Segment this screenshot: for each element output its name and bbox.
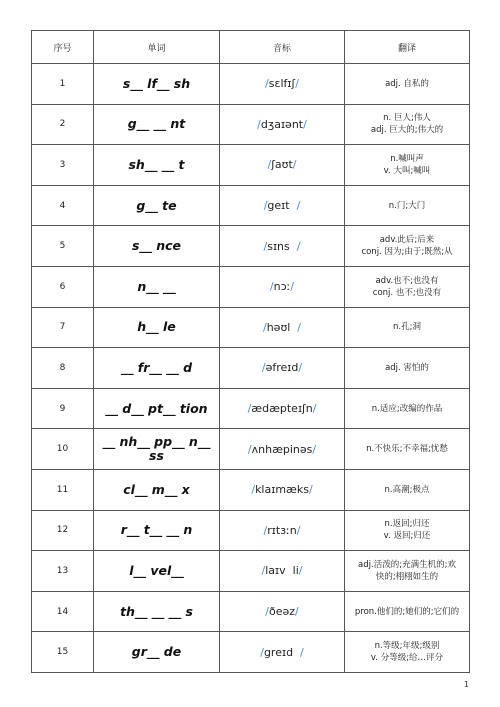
row-number: 9	[32, 388, 94, 429]
translation-line: adj. 害怕的	[385, 362, 429, 373]
word-blank: gr__ de	[94, 632, 220, 673]
phonetic-cell	[220, 632, 345, 673]
translation-cell	[345, 104, 470, 145]
table-row	[32, 510, 470, 551]
slash-left: /	[260, 645, 264, 659]
phonetic-cell	[220, 388, 345, 429]
slash-right: /	[312, 402, 317, 416]
phonetic-text: ðeəz	[268, 605, 296, 619]
word-blank: s__ nce	[94, 226, 220, 267]
table-row	[32, 104, 470, 145]
translation-cell	[345, 632, 470, 673]
phonetic-text: geɪt	[267, 199, 297, 213]
row-number: 14	[32, 591, 94, 632]
phonetic-text: ædæpteɪʃn	[251, 402, 313, 416]
table-row	[32, 469, 470, 510]
phonetic-cell	[220, 226, 345, 267]
row-number: 4	[32, 185, 94, 226]
table-row	[32, 388, 470, 429]
translation-cell	[345, 510, 470, 551]
translation-cell	[345, 145, 470, 186]
translation-line: adv.此后;后来	[379, 235, 435, 246]
phonetic-cell	[220, 429, 345, 470]
row-number: 1	[32, 64, 94, 105]
phonetic-cell	[220, 64, 345, 105]
phonetic-cell	[220, 510, 345, 551]
table-row	[32, 266, 470, 307]
translation-line: n.高潮;极点	[384, 484, 430, 495]
word-blank: __ fr__ __ d	[94, 348, 220, 389]
phonetic-text: həʊl	[266, 320, 298, 334]
translation-line: n.适应;改编的作品	[371, 403, 443, 414]
slash-left: /	[265, 605, 269, 619]
slash-right: /	[308, 483, 313, 497]
word-blank: sh__ __ t	[94, 145, 220, 186]
row-number: 13	[32, 551, 94, 592]
slash-left: /	[265, 77, 269, 91]
slash-right: /	[297, 320, 302, 334]
slash-right: /	[296, 523, 301, 537]
slash-right: /	[298, 361, 303, 375]
page-number: 1	[463, 680, 469, 689]
table-body	[32, 64, 470, 673]
phonetic-cell	[220, 104, 345, 145]
row-number: 12	[32, 510, 94, 551]
translation-line: conj. 因为;由于;既然;从	[361, 247, 453, 258]
translation-line: v. 返回;归还	[383, 531, 431, 542]
header-translation: 翻译	[345, 31, 470, 64]
translation-line: adj.活泼的;充满生机的;欢	[358, 559, 456, 570]
phonetic-cell	[220, 348, 345, 389]
header-phonetic: 音标	[220, 31, 345, 64]
translation-line: 快的;栩栩如生的	[375, 571, 439, 582]
phonetic-cell	[220, 307, 345, 348]
slash-right: /	[312, 442, 317, 456]
translation-line: v. 分等级;给…评分	[370, 653, 444, 664]
phonetic-cell	[220, 145, 345, 186]
table-row	[32, 348, 470, 389]
translation-line: n.不快乐;不幸福;忧愁	[366, 444, 448, 455]
translation-line: v. 大叫;喊叫	[383, 165, 431, 176]
translation-line: adj. 巨大的;伟大的	[370, 125, 444, 136]
phonetic-cell	[220, 266, 345, 307]
translation-line: n.孔;洞	[393, 322, 421, 333]
translation-line: n.喊叫声	[390, 153, 424, 164]
translation-cell	[345, 591, 470, 632]
table-row	[32, 591, 470, 632]
slash-left: /	[251, 483, 256, 497]
row-number: 10	[32, 429, 94, 470]
slash-left: /	[263, 239, 268, 253]
slash-right: /	[300, 645, 304, 659]
table-row	[32, 145, 470, 186]
translation-cell	[345, 266, 470, 307]
phonetic-text: klaɪmæks	[255, 483, 309, 497]
word-blank: cl__ m__ x	[94, 469, 220, 510]
translation-line: pron.他们的;她们的;它们的	[354, 606, 460, 617]
translation-line: conj. 也不;也没有	[372, 287, 442, 298]
slash-left: /	[247, 402, 252, 416]
phonetic-cell	[220, 591, 345, 632]
word-blank: r__ t__ __ n	[94, 510, 220, 551]
slash-left: /	[261, 361, 266, 375]
translation-cell	[345, 64, 470, 105]
phonetic-cell	[220, 551, 345, 592]
table-row	[32, 632, 470, 673]
phonetic-text: sɪns	[267, 239, 297, 253]
word-blank: g__ te	[94, 185, 220, 226]
translation-cell	[345, 226, 470, 267]
slash-right: /	[292, 158, 297, 172]
word-blank: __ nh__ pp__ n__ ss	[94, 429, 220, 470]
phonetic-text: rɪtɜːn	[267, 523, 297, 537]
slash-left: /	[263, 199, 268, 213]
word-blank: s__ lf__ sh	[94, 64, 220, 105]
translation-cell	[345, 469, 470, 510]
table-row	[32, 429, 470, 470]
slash-left: /	[261, 564, 266, 578]
header-word: 单词	[94, 31, 220, 64]
slash-right: /	[303, 117, 307, 131]
phonetic-text: dʒaɪənt	[260, 117, 304, 131]
slash-right: /	[290, 280, 295, 294]
slash-right: /	[298, 564, 303, 578]
phonetic-text: ʌnhæpinəs	[251, 442, 313, 456]
phonetic-text: laɪv li	[265, 564, 299, 578]
slash-left: /	[262, 320, 267, 334]
row-number: 8	[32, 348, 94, 389]
word-blank: __ d__ pt__ tion	[94, 388, 220, 429]
phonetic-text: sɛlfɪʃ	[268, 77, 296, 91]
row-number: 7	[32, 307, 94, 348]
translation-cell	[345, 307, 470, 348]
word-blank: th__ __ __ s	[94, 591, 220, 632]
table-header-row	[32, 31, 470, 64]
slash-right: /	[296, 239, 301, 253]
word-blank: n__ __	[94, 266, 220, 307]
slash-left: /	[257, 117, 261, 131]
row-number: 6	[32, 266, 94, 307]
translation-line: n.门;大门	[388, 200, 426, 211]
phonetic-text: greɪd	[263, 645, 301, 659]
row-number: 5	[32, 226, 94, 267]
word-blank: g__ __ nt	[94, 104, 220, 145]
slash-right: /	[295, 77, 299, 91]
phonetic-text: ʃaʊt	[271, 158, 293, 172]
row-number: 2	[32, 104, 94, 145]
table-row	[32, 307, 470, 348]
translation-cell	[345, 185, 470, 226]
row-number: 3	[32, 145, 94, 186]
row-number: 11	[32, 469, 94, 510]
slash-right: /	[296, 199, 301, 213]
slash-left: /	[247, 442, 252, 456]
translation-cell	[345, 429, 470, 470]
table-row	[32, 64, 470, 105]
translation-line: n. 巨人;伟人	[383, 113, 431, 124]
header-number: 序号	[32, 31, 94, 64]
phonetic-text: nɔː	[273, 280, 291, 294]
phonetic-cell	[220, 185, 345, 226]
phonetic-cell	[220, 469, 345, 510]
slash-left: /	[267, 158, 272, 172]
translation-cell	[345, 388, 470, 429]
slash-right: /	[295, 605, 299, 619]
slash-left: /	[263, 523, 268, 537]
translation-line: adj. 自私的	[385, 78, 429, 89]
table-row	[32, 226, 470, 267]
translation-line: n.等级;年级;级别	[374, 641, 440, 652]
translation-line: adv.也不;也没有	[375, 275, 439, 286]
phonetic-text: əfreɪd	[265, 361, 299, 375]
translation-line: n.返回;归还	[384, 519, 430, 530]
word-blank: l__ vel__	[94, 551, 220, 592]
vocabulary-table	[31, 30, 470, 673]
word-blank: h__ le	[94, 307, 220, 348]
table-row	[32, 185, 470, 226]
table-row	[32, 551, 470, 592]
translation-cell	[345, 348, 470, 389]
translation-cell	[345, 551, 470, 592]
slash-left: /	[269, 280, 274, 294]
row-number: 15	[32, 632, 94, 673]
